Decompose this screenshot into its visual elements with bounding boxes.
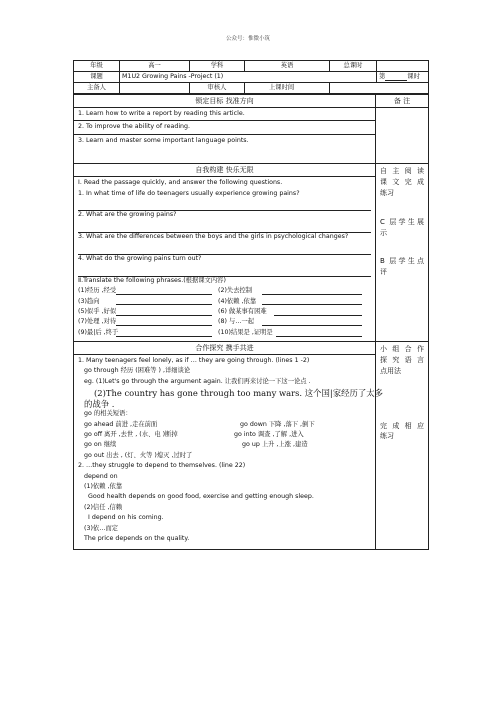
period-blank <box>385 73 407 81</box>
preparer-label: 主备人 <box>74 83 120 94</box>
class-time-label: 上课时间 <box>245 83 330 94</box>
period-cell <box>377 72 429 83</box>
reviewer-label: 审核人 <box>190 83 245 94</box>
header-note: 公众号：惟微小筑 <box>225 36 270 42</box>
goals-remark <box>376 108 429 164</box>
answer-line <box>78 200 371 211</box>
grade-value: 高一 <box>120 61 190 72</box>
goal-item: 1. Learn how to write a report by reading this article. <box>74 108 375 121</box>
phrase-row: (1)经历 ,经受 (2)失去控制 <box>78 287 371 297</box>
topic-value: M1U2 Growing Pains -Project (1) <box>120 72 377 83</box>
lesson-plan-sheet <box>73 60 428 550</box>
goal-item: 2. To improve the ability of reading. <box>74 121 375 134</box>
question-line: 3. What are the differences between the boys and the girls in psychological changes? <box>78 233 349 241</box>
phrase-row: (3)趋向 (4)依赖 ,依靠 <box>78 297 371 307</box>
note-line <box>380 405 424 421</box>
note-line <box>380 238 424 256</box>
note-line: 练习 <box>380 432 394 441</box>
note-line <box>380 199 424 217</box>
question-line: 2. What are the growing pains? <box>78 211 177 219</box>
total-label: 总课时 <box>330 61 377 72</box>
note-line: 探 究 语 言 <box>380 355 424 364</box>
coop-line: (1)依赖 ,依靠 <box>84 482 123 490</box>
translate-title: Ⅱ.Translate the following phrases.(根据课文内容) <box>78 276 226 284</box>
coop-line: (2)信任 ,信赖 <box>84 503 123 511</box>
coop-line: 2. …they struggle to depend to themselves. (line 22) <box>78 462 246 470</box>
question-line: Ⅰ. Read the passage quickly, and answer the following questions. <box>78 179 283 187</box>
self-study-notes <box>376 164 429 342</box>
coop-line: Good health depends on good food, exercise and getting enough sleep. <box>88 493 314 501</box>
go-phrase-row: go out 出去 , (灯、火等 )熄灭 ,过时了 <box>84 451 193 459</box>
coop-line: depend on <box>84 472 118 480</box>
preparer-value <box>120 83 190 94</box>
coop-line: The price depends on the quality. <box>84 534 190 542</box>
info-table <box>73 60 429 94</box>
question-line: 1. In what time of life do teenagers usually experience growing pains? <box>78 189 300 197</box>
note-line: 点用法 <box>380 366 401 375</box>
class-time-value <box>330 83 429 94</box>
go-phrase-row: go on 继续 go up 上升 ,上涨 ,建造 <box>84 441 308 449</box>
coop-line: 1. Many teenagers feel lonely, as if … they are going through. (lines 1 -2) <box>78 357 310 365</box>
note-line <box>380 377 424 391</box>
note-line: 示 <box>380 228 387 237</box>
coop-line: (3)依…而定 <box>84 524 119 532</box>
coop-line: go through 经历 (困难等 ) ,详细谈论 <box>84 367 191 375</box>
subject-value: 英语 <box>245 61 330 72</box>
coop-line: eg. (1)Let's go through the argument again. 让我们再来讨论一下这一论点 . <box>84 377 311 385</box>
note-line: 自 主 阅 读 <box>380 167 424 176</box>
phrase-row: (5)似乎 ,好似 (6) 做某事有困难 <box>78 308 371 318</box>
note-line: 完 成 相 应 <box>380 421 424 430</box>
coop-line: I depend on his coming. <box>88 514 164 522</box>
phrase-row: (7)处理 ,对待 (8) 与…一起 <box>78 318 371 328</box>
go-phrase-row: go off 离开 ,去世 , (水、电 )断掉 go into 调查 ,了解 ,进入 <box>84 430 304 438</box>
answer-line <box>78 244 371 255</box>
grade-label: 年级 <box>74 61 120 72</box>
note-line: 练习 <box>380 188 394 197</box>
coop-body <box>74 355 383 550</box>
coop-line: 的战争 . <box>84 399 115 410</box>
note-line: C 层学生展 <box>380 217 424 226</box>
answer-line <box>78 265 371 276</box>
note-line: 小 组 合 作 <box>380 345 424 354</box>
coop-title: 合作探究 携手共进 <box>74 342 376 355</box>
self-study-body <box>74 177 376 342</box>
goals-list <box>74 108 376 164</box>
remark-title: 备 注 <box>376 95 429 108</box>
goal-item: 3. Learn and master some important language points. <box>78 136 249 144</box>
question-line: 4. What do the growing pains turn out? <box>78 254 202 262</box>
subject-label: 学科 <box>190 61 245 72</box>
go-phrase-row: go ahead 前进 ,走在前面 go down 下降 ,落下 ,倒下 <box>84 420 315 428</box>
note-line: 评 <box>380 268 387 277</box>
self-study-title: 自我构建 快乐无限 <box>74 164 376 177</box>
coop-line: (2)The country has gone through too many wars. 这个国|家经历了太多 <box>94 388 383 399</box>
note-line: B 层学生点 <box>380 257 424 266</box>
note-line <box>380 391 424 405</box>
coop-line: go 的相关短语： <box>84 410 132 418</box>
phrase-row: (9)最|后 ,终于 (10)结果是 ,证明是 <box>78 329 371 339</box>
goals-title: 锁定目标 找准方向 <box>74 95 376 108</box>
period-suffix: 课时 <box>407 73 420 81</box>
coop-notes <box>376 342 429 550</box>
goals-table <box>73 94 429 550</box>
note-line: 课 文 完 成 <box>380 178 424 187</box>
topic-label: 课题 <box>74 72 120 83</box>
total-value <box>377 61 429 72</box>
answer-line <box>78 222 371 233</box>
period-prefix: 第 <box>379 73 386 81</box>
